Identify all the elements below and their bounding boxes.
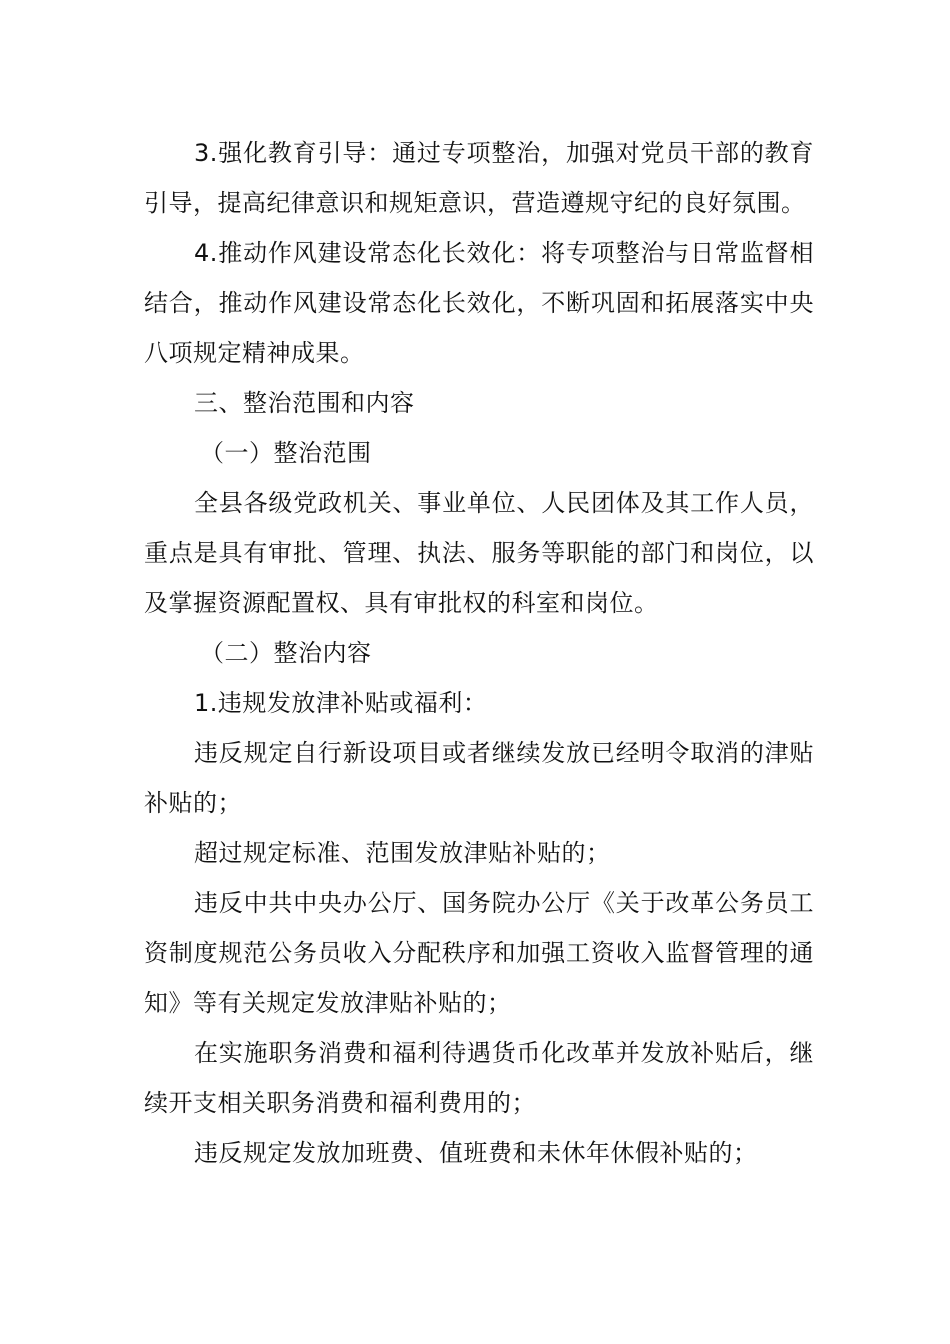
paragraph-item-1-clause-1: 违反规定自行新设项目或者继续发放已经明令取消的津贴补贴的； (144, 739, 814, 817)
paragraph-item-1-clause-4: 在实施职务消费和福利待遇货币化改革并发放补贴后，继续开支相关职务消费和福利费用的； (144, 1039, 814, 1117)
subsection-heading-content: （二）整治内容 (200, 639, 372, 667)
section-heading-scope-and-content: 三、整治范围和内容 (194, 389, 415, 417)
paragraph-strengthen-education: 3.强化教育引导：通过专项整治，加强对党员干部的教育引导，提高纪律意识和规矩意识，营造遵规守纪的良好氛围。 (144, 139, 814, 217)
paragraph-item-1-title: 1.违规发放津补贴或福利： (194, 689, 488, 717)
subsection-heading-scope: （一）整治范围 (200, 439, 372, 467)
paragraph-item-1-clause-5: 违反规定发放加班费、值班费和未休年休假补贴的； (194, 1139, 758, 1167)
paragraph-promote-work-style: 4.推动作风建设常态化长效化：将专项整治与日常监督相结合，推动作风建设常态化长效化，不断巩固和拓展落实中央八项规定精神成果。 (144, 239, 814, 367)
paragraph-item-1-clause-2: 超过规定标准、范围发放津贴补贴的； (194, 839, 611, 867)
paragraph-item-1-clause-3: 违反中共中央办公厅、国务院办公厅《关于改革公务员工资制度规范公务员收入分配秩序和加强工资收入监督管理的通知》等有关规定发放津贴补贴的； (144, 889, 814, 1017)
paragraph-scope-description: 全县各级党政机关、事业单位、人民团体及其工作人员，重点是具有审批、管理、执法、服务等职能的部门和岗位，以及掌握资源配置权、具有审批权的科室和岗位。 (144, 489, 814, 617)
document-body (144, 128, 814, 1178)
